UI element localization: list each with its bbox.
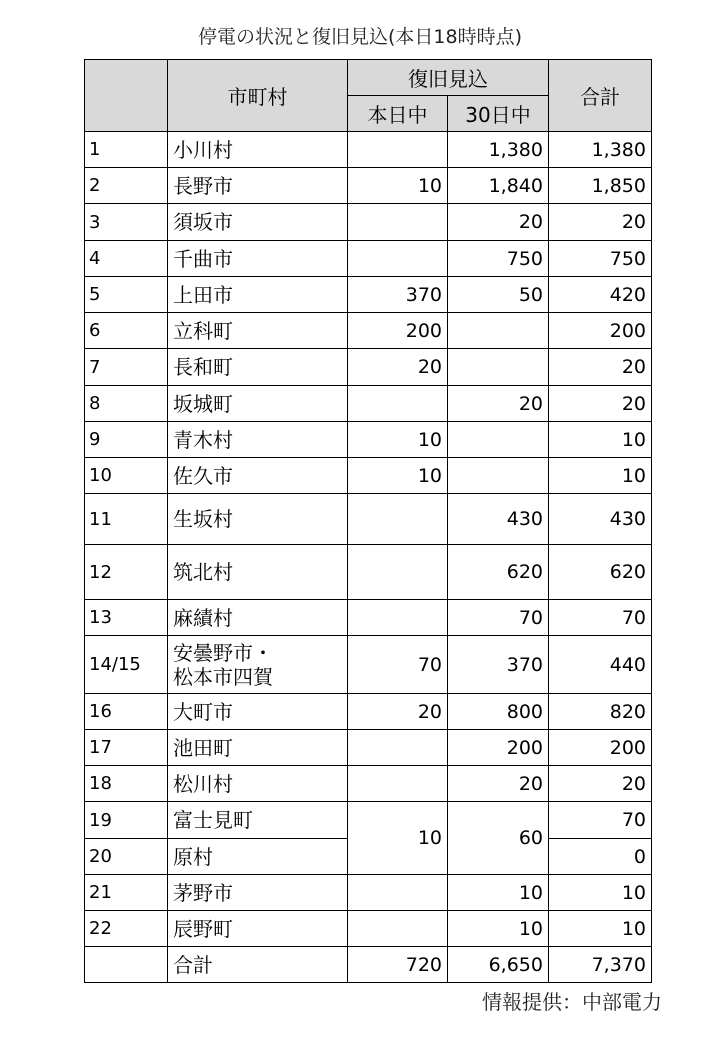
row-total: 440 xyxy=(549,636,652,694)
row-today: 370 xyxy=(348,277,448,313)
row-today xyxy=(348,386,448,422)
row-name: 須坂市 xyxy=(168,204,348,241)
row-no: 7 xyxy=(85,349,168,386)
row-total: 1,380 xyxy=(549,132,652,168)
row-today: 200 xyxy=(348,313,448,349)
row-no: 16 xyxy=(85,694,168,730)
row-no: 10 xyxy=(85,458,168,494)
row-total: 750 xyxy=(549,241,652,277)
row-day30: 20 xyxy=(448,204,549,241)
row-no: 21 xyxy=(85,875,168,911)
header-recovery: 復旧見込 xyxy=(348,60,549,96)
totals-day30: 6,650 xyxy=(448,947,549,983)
row-today xyxy=(348,730,448,766)
row-no: 20 xyxy=(85,839,168,875)
row-day30: 370 xyxy=(448,636,549,694)
table-row xyxy=(85,168,652,204)
row-name: 生坂村 xyxy=(168,494,348,545)
row-name xyxy=(168,636,348,694)
row-name: 佐久市 xyxy=(168,458,348,494)
row-name: 大町市 xyxy=(168,694,348,730)
row-name: 富士見町 xyxy=(168,802,348,839)
row-total: 200 xyxy=(549,313,652,349)
row-day30: 1,380 xyxy=(448,132,549,168)
row-today: 10 xyxy=(348,458,448,494)
row-total: 10 xyxy=(549,875,652,911)
header-municipality: 市町村 xyxy=(168,60,348,132)
table-row xyxy=(85,458,652,494)
table-row xyxy=(85,241,652,277)
row-day30: 50 xyxy=(448,277,549,313)
table-row xyxy=(85,132,652,168)
row-total: 20 xyxy=(549,386,652,422)
row-name: 千曲市 xyxy=(168,241,348,277)
row-name: 原村 xyxy=(168,839,348,875)
row-no: 11 xyxy=(85,494,168,545)
outage-table xyxy=(84,59,652,983)
table-row xyxy=(85,204,652,241)
totals-label: 合計 xyxy=(168,947,348,983)
row-today xyxy=(348,875,448,911)
header-total: 合計 xyxy=(549,60,652,132)
row-no: 13 xyxy=(85,600,168,636)
row-name: 小川村 xyxy=(168,132,348,168)
row-day30 xyxy=(448,422,549,458)
row-total: 20 xyxy=(549,349,652,386)
row-day30: 10 xyxy=(448,875,549,911)
row-day30: 750 xyxy=(448,241,549,277)
row-name: 池田町 xyxy=(168,730,348,766)
totals-today: 720 xyxy=(348,947,448,983)
row-total: 10 xyxy=(549,911,652,947)
row-no: 9 xyxy=(85,422,168,458)
row-no: 12 xyxy=(85,545,168,600)
row-name: 辰野町 xyxy=(168,911,348,947)
row-day30: 20 xyxy=(448,386,549,422)
table-row xyxy=(85,694,652,730)
header-day30: 30日中 xyxy=(448,96,549,132)
row-today xyxy=(348,494,448,545)
row-total: 1,850 xyxy=(549,168,652,204)
table-row xyxy=(85,766,652,802)
row-total: 820 xyxy=(549,694,652,730)
table-row xyxy=(85,636,652,694)
row-total: 620 xyxy=(549,545,652,600)
row-today: 20 xyxy=(348,694,448,730)
row-no: 17 xyxy=(85,730,168,766)
row-total: 10 xyxy=(549,458,652,494)
table-row xyxy=(85,730,652,766)
row-total: 430 xyxy=(549,494,652,545)
row-name: 麻績村 xyxy=(168,600,348,636)
row-day30: 200 xyxy=(448,730,549,766)
source-credit: 情報提供：中部電力 xyxy=(482,990,662,1014)
row-today: 70 xyxy=(348,636,448,694)
row-total: 70 xyxy=(549,600,652,636)
row-today xyxy=(348,766,448,802)
row-today xyxy=(348,241,448,277)
header-no xyxy=(85,60,168,132)
table-row xyxy=(85,422,652,458)
row-name: 坂城町 xyxy=(168,386,348,422)
row-no: 8 xyxy=(85,386,168,422)
row-no: 18 xyxy=(85,766,168,802)
row-total: 20 xyxy=(549,204,652,241)
row-name-line2: 松本市四賀 xyxy=(173,664,273,689)
row-no: 14/15 xyxy=(85,636,168,694)
row-no: 19 xyxy=(85,802,168,839)
row-today xyxy=(348,545,448,600)
row-no: 2 xyxy=(85,168,168,204)
row-today xyxy=(348,911,448,947)
table-row xyxy=(85,802,652,839)
table-row xyxy=(85,600,652,636)
row-total: 0 xyxy=(549,839,652,875)
row-total: 10 xyxy=(549,422,652,458)
table-row xyxy=(85,313,652,349)
totals-total: 7,370 xyxy=(549,947,652,983)
row-name: 長和町 xyxy=(168,349,348,386)
page-title: 停電の状況と復旧見込(本日18時時点) xyxy=(197,26,522,48)
row-name: 筑北村 xyxy=(168,545,348,600)
table-row xyxy=(85,875,652,911)
table-row xyxy=(85,277,652,313)
row-name: 茅野市 xyxy=(168,875,348,911)
row-day30: 620 xyxy=(448,545,549,600)
header-today: 本日中 xyxy=(348,96,448,132)
row-no: 4 xyxy=(85,241,168,277)
row-today: 10 xyxy=(348,422,448,458)
row-today xyxy=(348,600,448,636)
row-day30: 70 xyxy=(448,600,549,636)
row-day30: 430 xyxy=(448,494,549,545)
row-day30: 20 xyxy=(448,766,549,802)
row-name: 上田市 xyxy=(168,277,348,313)
row-name: 立科町 xyxy=(168,313,348,349)
row-no: 22 xyxy=(85,911,168,947)
table-row xyxy=(85,545,652,600)
row-day30-merged: 60 xyxy=(448,802,549,875)
row-day30 xyxy=(448,349,549,386)
row-day30: 800 xyxy=(448,694,549,730)
row-today xyxy=(348,204,448,241)
table-row xyxy=(85,386,652,422)
row-name: 青木村 xyxy=(168,422,348,458)
row-total: 200 xyxy=(549,730,652,766)
table-row xyxy=(85,911,652,947)
row-day30: 10 xyxy=(448,911,549,947)
row-name: 松川村 xyxy=(168,766,348,802)
row-today xyxy=(348,132,448,168)
row-name-line1: 安曇野市・ xyxy=(173,640,273,665)
row-total: 420 xyxy=(549,277,652,313)
row-total: 70 xyxy=(549,802,652,839)
row-today: 20 xyxy=(348,349,448,386)
totals-no xyxy=(85,947,168,983)
row-day30 xyxy=(448,313,549,349)
row-today: 10 xyxy=(348,168,448,204)
table-row xyxy=(85,349,652,386)
row-day30 xyxy=(448,458,549,494)
row-name: 長野市 xyxy=(168,168,348,204)
row-no: 5 xyxy=(85,277,168,313)
row-day30: 1,840 xyxy=(448,168,549,204)
row-total: 20 xyxy=(549,766,652,802)
row-no: 6 xyxy=(85,313,168,349)
table-row xyxy=(85,494,652,545)
row-no: 1 xyxy=(85,132,168,168)
totals-row xyxy=(85,947,652,983)
row-today-merged: 10 xyxy=(348,802,448,875)
row-no: 3 xyxy=(85,204,168,241)
